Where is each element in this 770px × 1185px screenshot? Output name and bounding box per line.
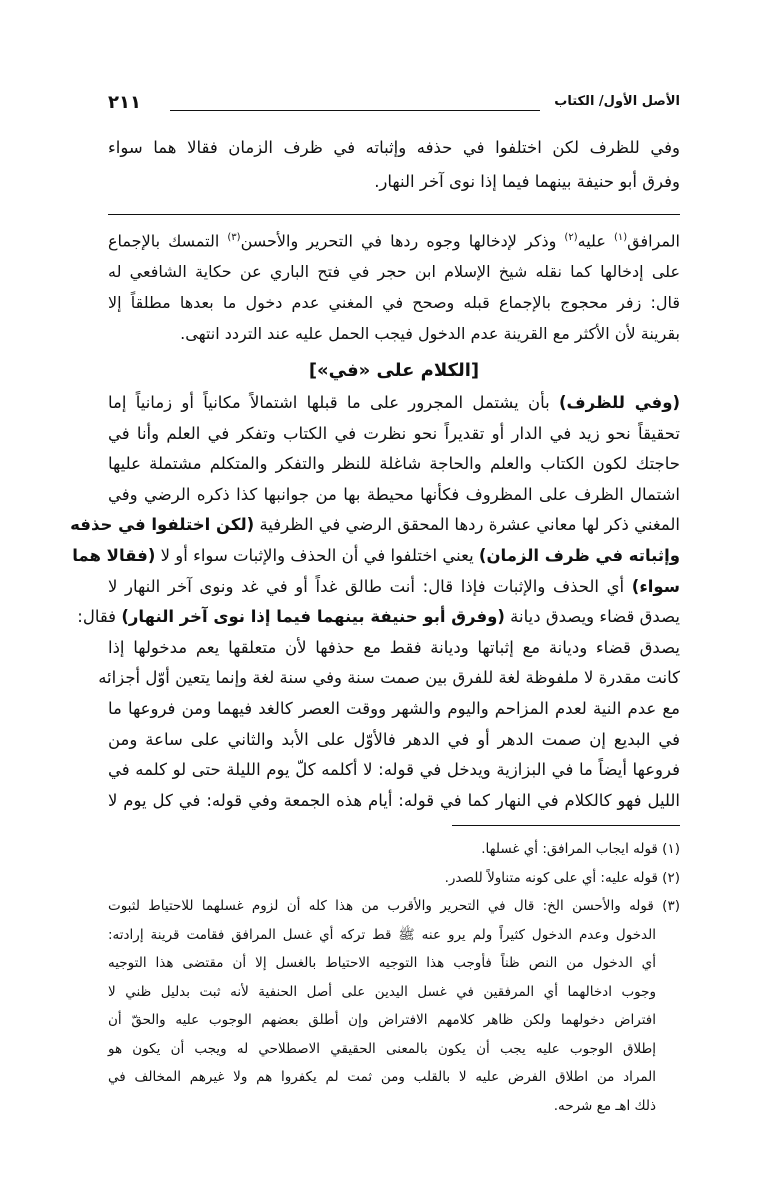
footnote-line: الدخول وعدم الدخول كثيراً ولم يرو عنه ﷺ قط تركه أي غسل المرافق فقامت قرينة إرادته: — [108, 926, 656, 943]
quoted-matn: (وفي للظرف) — [558, 393, 680, 412]
text-line — [108, 295, 680, 311]
footnote-line: المراد من اطلاق الفرض عليه لا بالقلب ومن ثمت لم يكفروا هم ولا غيرهم المخالف في — [108, 1069, 656, 1085]
text-line — [108, 140, 680, 157]
page-header — [108, 94, 680, 118]
text-segment: يصدق قضاء ويصدق ديانة — [504, 607, 680, 627]
text-segment: قال: زفر محجوج بالإجماع قبله وصحح في المغني عدم دخول ما بعدها مطلقاً إلا — [108, 293, 680, 312]
footnote-line: وجوب ادخالهما أي المرفقين في غسل اليدين على أصل الحنفية لأنه ثبت بدليل ظني لا — [108, 983, 656, 1000]
text-line — [108, 762, 680, 779]
text-segment: فروعها أيضاً ما في البزازية ويدخل في قوله: لا أكلمه كلّ يوم الليلة حتى لو كلمه في — [108, 760, 680, 780]
footnote-rule — [452, 825, 680, 826]
quoted-matn: (لكن اختلفوا في حذفه — [70, 515, 255, 535]
text-segment: مع عدم النية لعدم المزاحم واليوم والشهر ووقت العصر كالغد فيهما ومن فروعها ما — [108, 699, 680, 718]
footnote-line: إطلاق الوجوب عليه يجب أن يكون بالمعنى الحقيقي الاصطلاحي له ويجب أن يكون هو — [108, 1040, 656, 1057]
text-segment: وذكر لإدخالها وجوه ردها في التحرير والأحسن — [240, 231, 565, 251]
text-segment: اشتمال الظرف على المظروف فكأنها محيطة بها من جوانبها كذا ذكره الرضي وفي — [108, 484, 680, 504]
footnote-marker: (٣) — [227, 232, 241, 243]
text-line — [108, 790, 680, 810]
text-segment: المرافق — [627, 231, 680, 251]
footnote-marker: (٢) — [564, 232, 578, 243]
text-segment: بأن يشتمل المجرور على ما قبلها اشتمالاً مكانياً أو زمانياً إما — [108, 393, 559, 412]
text-segment: وفرق أبو حنيفة بينهما فيما إذا نوى آخر النهار. — [374, 172, 680, 191]
quoted-matn: وإثباته في ظرف الزمان) — [478, 546, 680, 565]
text-segment: فقال: — [77, 607, 122, 627]
text-segment: المغني ذكر لها معاني عشرة ردها المحقق الرضي في الظرفية — [254, 515, 680, 535]
text-line — [98, 668, 680, 688]
text-line — [108, 423, 680, 443]
text-line — [70, 515, 680, 535]
header-rule — [170, 110, 540, 111]
text-segment: يصدق قضاء وديانة مع إثباتها وديانة فقط مع حذفها لأن متعلقها يعم مدخولها إذا — [108, 637, 680, 657]
text-line — [108, 701, 680, 718]
footnote-line: افتراض دخولهما ولكن ظاهر كلامهم الافتراض وإن أطلق بعضهم الوجوب عليه والحقّ أن — [108, 1012, 656, 1028]
text-segment: الليل فهو كالكلام في النهار كما في قوله: أيام هذه الجمعة وفي قوله: في كل يوم لا — [108, 790, 680, 810]
quoted-matn: (فقالا هما — [72, 546, 156, 565]
text-segment: عليه — [577, 231, 614, 251]
footnote-line: أي الدخول من النص ظناً فأوجب هذا التوجيه الاحتياط بالغسل إلا أن مقتضى هذا التوجيه — [108, 955, 656, 971]
text-line — [108, 395, 680, 412]
text-segment: وفي للظرف لكن اختلفوا في حذفه وإثباته في ظرف الزمان فقالا هما سواء — [108, 138, 680, 157]
text-segment: تحقيقاً نحو زيد في الدار أو تقديراً نحو نظرت في الكتاب وتفكر في العلم وأنا في — [108, 423, 680, 443]
text-line — [108, 729, 680, 749]
matn-separator — [108, 214, 680, 215]
footnote-marker: (١) — [613, 232, 628, 243]
text-segment: على إدخالها كما نقله شيخ الإسلام ابن حجر في فتح الباري عن حكاية الشافعي له — [108, 262, 680, 281]
footnote-line: (١) قوله ايجاب المرافق: أي غسلها. — [481, 841, 680, 857]
text-segment: التمسك بالإجماع — [108, 231, 228, 251]
text-line — [108, 264, 680, 280]
text-line — [77, 607, 680, 627]
text-line — [108, 174, 680, 191]
footnote-line: ذلك اهـ مع شرحه. — [553, 1097, 656, 1114]
footnote-line: (٣) قوله والأحسن الخ: قال في التحرير والأقرب من هذا كله أن لزوم غسلهما للاحتياط لثبوت — [108, 898, 680, 914]
text-line — [108, 637, 680, 657]
text-segment: في البديع إن صمت الدهر أو في الدهر فالأوّل على الأبد والثاني على ساعة ومن — [108, 729, 680, 749]
text-segment: حاجتك لكون الكتاب والعلم والحاجة شاغلة للنظر والتفكر والمتكلم مشتملة عليها — [108, 454, 680, 474]
text-segment: بقرينة لأن الأكثر مع القرينة عدم الدخول فيجب الحمل عليه عند التردد انتهى. — [180, 324, 680, 343]
section-heading: [الكلام على «في»] — [308, 360, 480, 381]
text-segment: كانت مقدرة لا ملفوظة لغة للفرق بين صمت سنة وفي سنة لغة وإنما يتعين أوّل أجزائه — [98, 668, 680, 688]
text-line — [108, 484, 680, 504]
text-line — [72, 546, 680, 565]
quoted-matn: سواء) — [631, 576, 680, 596]
footnote-line: (٢) قوله عليه: أي على كونه متناولاً للصدر. — [444, 869, 680, 886]
text-line — [108, 456, 680, 473]
text-line — [108, 233, 680, 249]
quoted-matn: (وفرق أبو حنيفة بينهما فيما إذا نوى آخر النهار) — [121, 607, 505, 627]
text-line — [108, 326, 680, 342]
page-number: ٢١١ — [108, 92, 141, 113]
text-line — [108, 576, 680, 596]
running-title: الأصل الأول/ الكتاب — [554, 94, 680, 109]
text-segment: يعني اختلفوا في أن الحذف والإثبات سواء أو لا — [155, 546, 479, 565]
text-segment: أي الحذف والإثبات فإذا قال: أنت طالق غداً أو في غد ونوى آخر النهار لا — [108, 576, 632, 596]
